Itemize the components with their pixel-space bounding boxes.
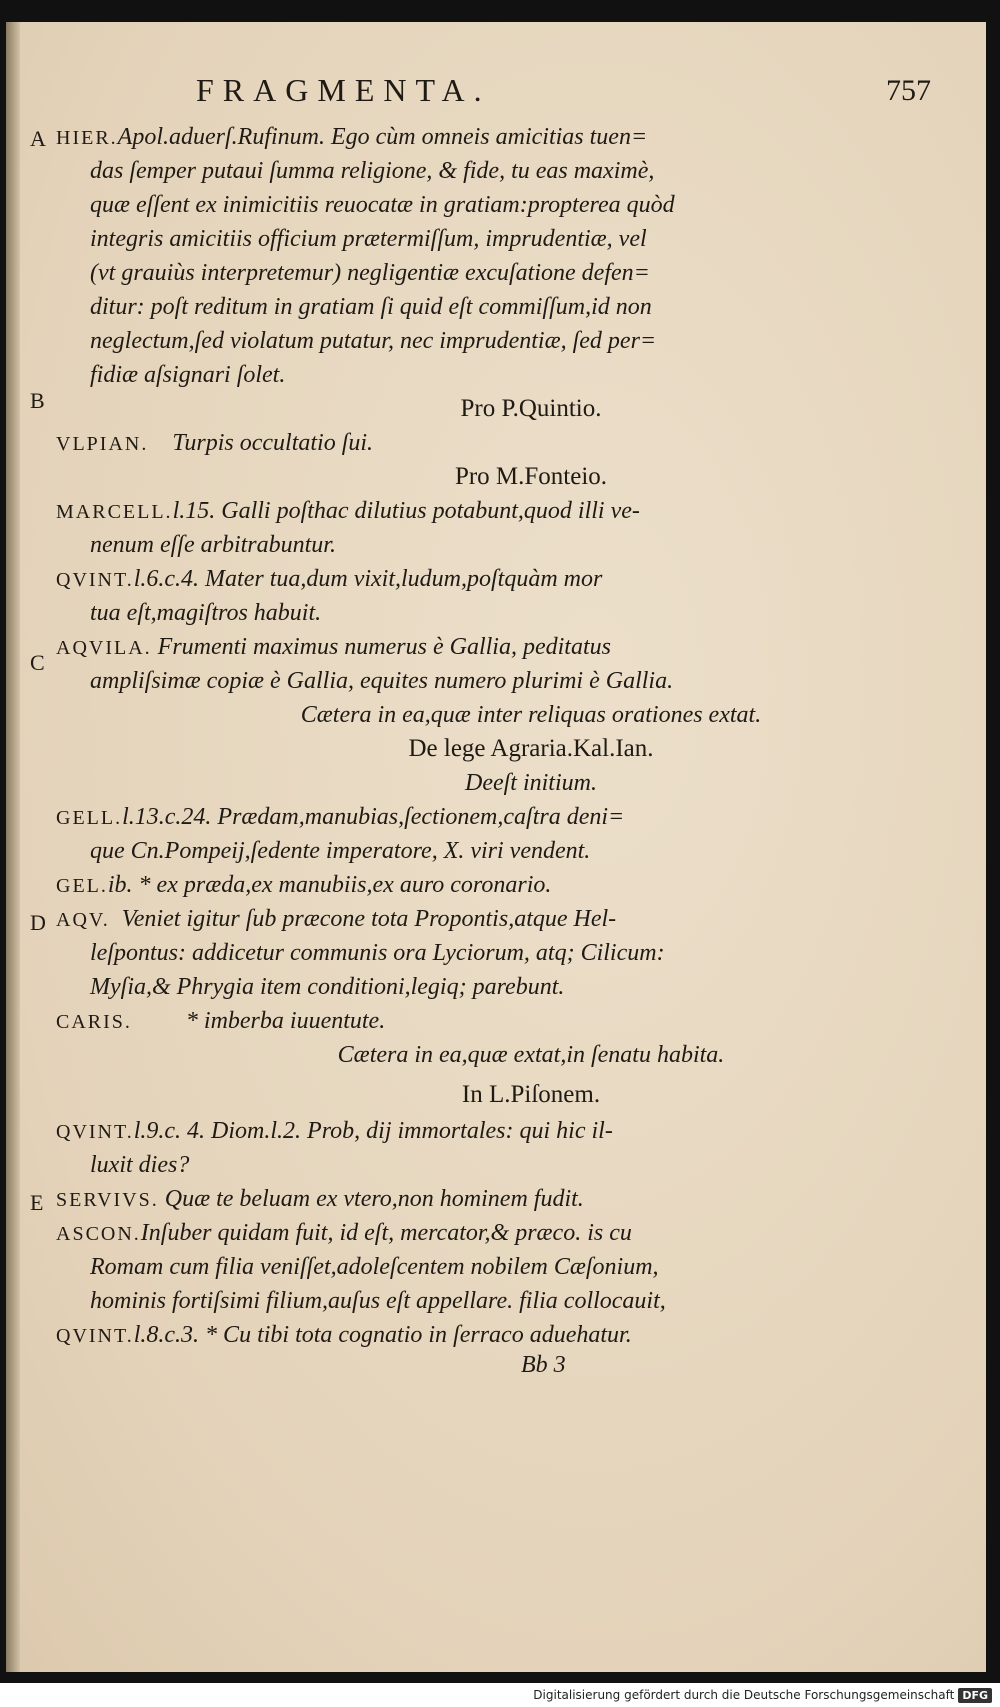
line-text: Frumenti maximus numerus è Gallia, peditatus bbox=[157, 634, 611, 660]
text-line: quæ eſſent ex inimicitiis reuocatæ in gratiam:propterea quòd bbox=[90, 192, 675, 218]
line-text: l.6.c.4. Mater tua,dum vixit,ludum,poſtquàm mor bbox=[133, 566, 603, 592]
line-text: Inſuber quidam fuit, id eſt, mercator,& præco. is cu bbox=[140, 1220, 632, 1246]
section-heading: De lege Agraria.Kal.Ian. bbox=[408, 735, 654, 762]
centered-note: Cætera in ea,quæ inter reliquas orationes extat. bbox=[300, 702, 762, 728]
centered-note: Cætera in ea,quæ extat,in ſenatu habita. bbox=[337, 1042, 725, 1068]
text-line: luxit dies? bbox=[90, 1152, 190, 1178]
source-label: SERVIVS. bbox=[56, 1189, 159, 1211]
text-line: integris amicitiis officium prætermiſſum, imprudentiæ, vel bbox=[90, 226, 647, 252]
dfg-logo: DFG bbox=[958, 1688, 992, 1703]
line-text: l.13.c.24. Prædam,manubias,ſectionem,caſtra deni= bbox=[122, 804, 625, 830]
source-label: QVINT. bbox=[56, 1121, 134, 1143]
line-text: Quæ te beluam ex vtero,non hominem fudit. bbox=[164, 1186, 584, 1212]
line-text: l.8.c.3. * Cu tibi tota cognatio in ſerraco aduehatur. bbox=[133, 1322, 632, 1348]
text-line bbox=[56, 1116, 613, 1147]
text-line: nenum eſſe arbitrabuntur. bbox=[90, 532, 336, 558]
text-line bbox=[56, 632, 611, 663]
line-text: Turpis occultatio ſui. bbox=[172, 430, 374, 456]
text-line: Romam cum filia veniſſet,adoleſcentem nobilem Cæſonium, bbox=[90, 1254, 659, 1280]
text-line: hominis fortiſsimi filium,auſus eſt appellare. filia collocauit, bbox=[90, 1288, 666, 1314]
source-label: AQV. bbox=[56, 909, 110, 931]
margin-marker-d: D bbox=[30, 910, 46, 935]
source-label: VLPIAN. bbox=[56, 433, 149, 455]
running-head: FRAGMENTA. bbox=[196, 72, 491, 108]
source-label: MARCELL. bbox=[56, 501, 173, 523]
text-line bbox=[56, 428, 373, 459]
digitization-footer bbox=[0, 1683, 1000, 1707]
text-line: Myſia,& Phrygia item conditioni,legiq; parebunt. bbox=[90, 974, 565, 1000]
text-line: neglectum,ſed violatum putatur, nec imprudentiæ, ſed per= bbox=[90, 328, 657, 354]
page-number: 757 bbox=[886, 74, 931, 107]
text-line: que Cn.Pompeij,ſedente imperatore, X. viri vendent. bbox=[90, 838, 591, 864]
text-line: ampliſsimæ copiæ è Gallia, equites numero plurimi è Gallia. bbox=[90, 668, 674, 694]
section-heading: Pro P.Quintio. bbox=[460, 395, 602, 422]
text-line bbox=[56, 1218, 632, 1249]
page-header bbox=[196, 72, 966, 122]
text-line: tua eſt,magiſtros habuit. bbox=[90, 600, 322, 626]
text-line bbox=[56, 870, 551, 901]
text-line bbox=[56, 904, 616, 935]
line-text: l.9.c. 4. Diom.l.2. Prob, dij immortales: qui hic il- bbox=[133, 1118, 613, 1144]
page-binding-edge bbox=[6, 22, 20, 1672]
text-line bbox=[56, 1320, 632, 1351]
text-line: das ſemper putaui ſumma religione, & fide, tu eas maximè, bbox=[90, 158, 655, 184]
source-label: QVINT. bbox=[56, 569, 134, 591]
source-label: CARIS. bbox=[56, 1011, 132, 1033]
centered-note: Deeſt initium. bbox=[465, 770, 597, 796]
source-label: GEL. bbox=[56, 875, 108, 897]
margin-marker-c: C bbox=[30, 650, 45, 675]
line-text: Veniet igitur ſub præcone tota Propontis,atque Hel- bbox=[121, 906, 617, 932]
line-text: ib. * ex præda,ex manubiis,ex auro coronario. bbox=[107, 872, 552, 898]
source-label: GELL. bbox=[56, 807, 123, 829]
margin-marker-a: A bbox=[30, 126, 46, 151]
margin-marker-e: E bbox=[30, 1190, 44, 1215]
margin-marker-b: B bbox=[30, 388, 45, 413]
text-line: leſpontus: addicetur communis ora Lyciorum, atq; Cilicum: bbox=[90, 940, 665, 966]
section-heading: In L.Piſonem. bbox=[461, 1081, 601, 1108]
text-line bbox=[56, 564, 602, 595]
source-label: HIER. bbox=[56, 127, 118, 149]
text-line bbox=[56, 1184, 584, 1215]
source-label: ASCON. bbox=[56, 1223, 141, 1245]
section-heading: Pro M.Fonteio. bbox=[454, 463, 608, 490]
line-text: Apol.aduerſ.Rufinum. Ego cùm omneis amicitias tuen= bbox=[117, 124, 648, 150]
line-text: * imberba iuuentute. bbox=[185, 1008, 386, 1034]
source-label: AQVILA. bbox=[56, 637, 152, 659]
text-line: (vt grauiùs interpretemur) negligentiæ excuſatione defen= bbox=[90, 260, 650, 286]
catchword: Bb 3 bbox=[521, 1352, 566, 1378]
text-line bbox=[56, 1006, 385, 1037]
text-line bbox=[56, 802, 624, 833]
text-line: fidiæ aſsignari ſolet. bbox=[90, 362, 286, 388]
source-label: QVINT. bbox=[56, 1325, 134, 1347]
book-page bbox=[6, 22, 986, 1672]
line-text: l.15. Galli poſthac dilutius potabunt,quod illi ve- bbox=[172, 498, 640, 524]
text-line bbox=[56, 496, 640, 527]
text-line: ditur: poſt reditum in gratiam ſi quid eſt commiſſum,id non bbox=[90, 294, 652, 320]
text-line bbox=[56, 122, 647, 153]
footer-text: Digitalisierung gefördert durch die Deutsche Forschungsgemeinschaft bbox=[533, 1688, 955, 1702]
